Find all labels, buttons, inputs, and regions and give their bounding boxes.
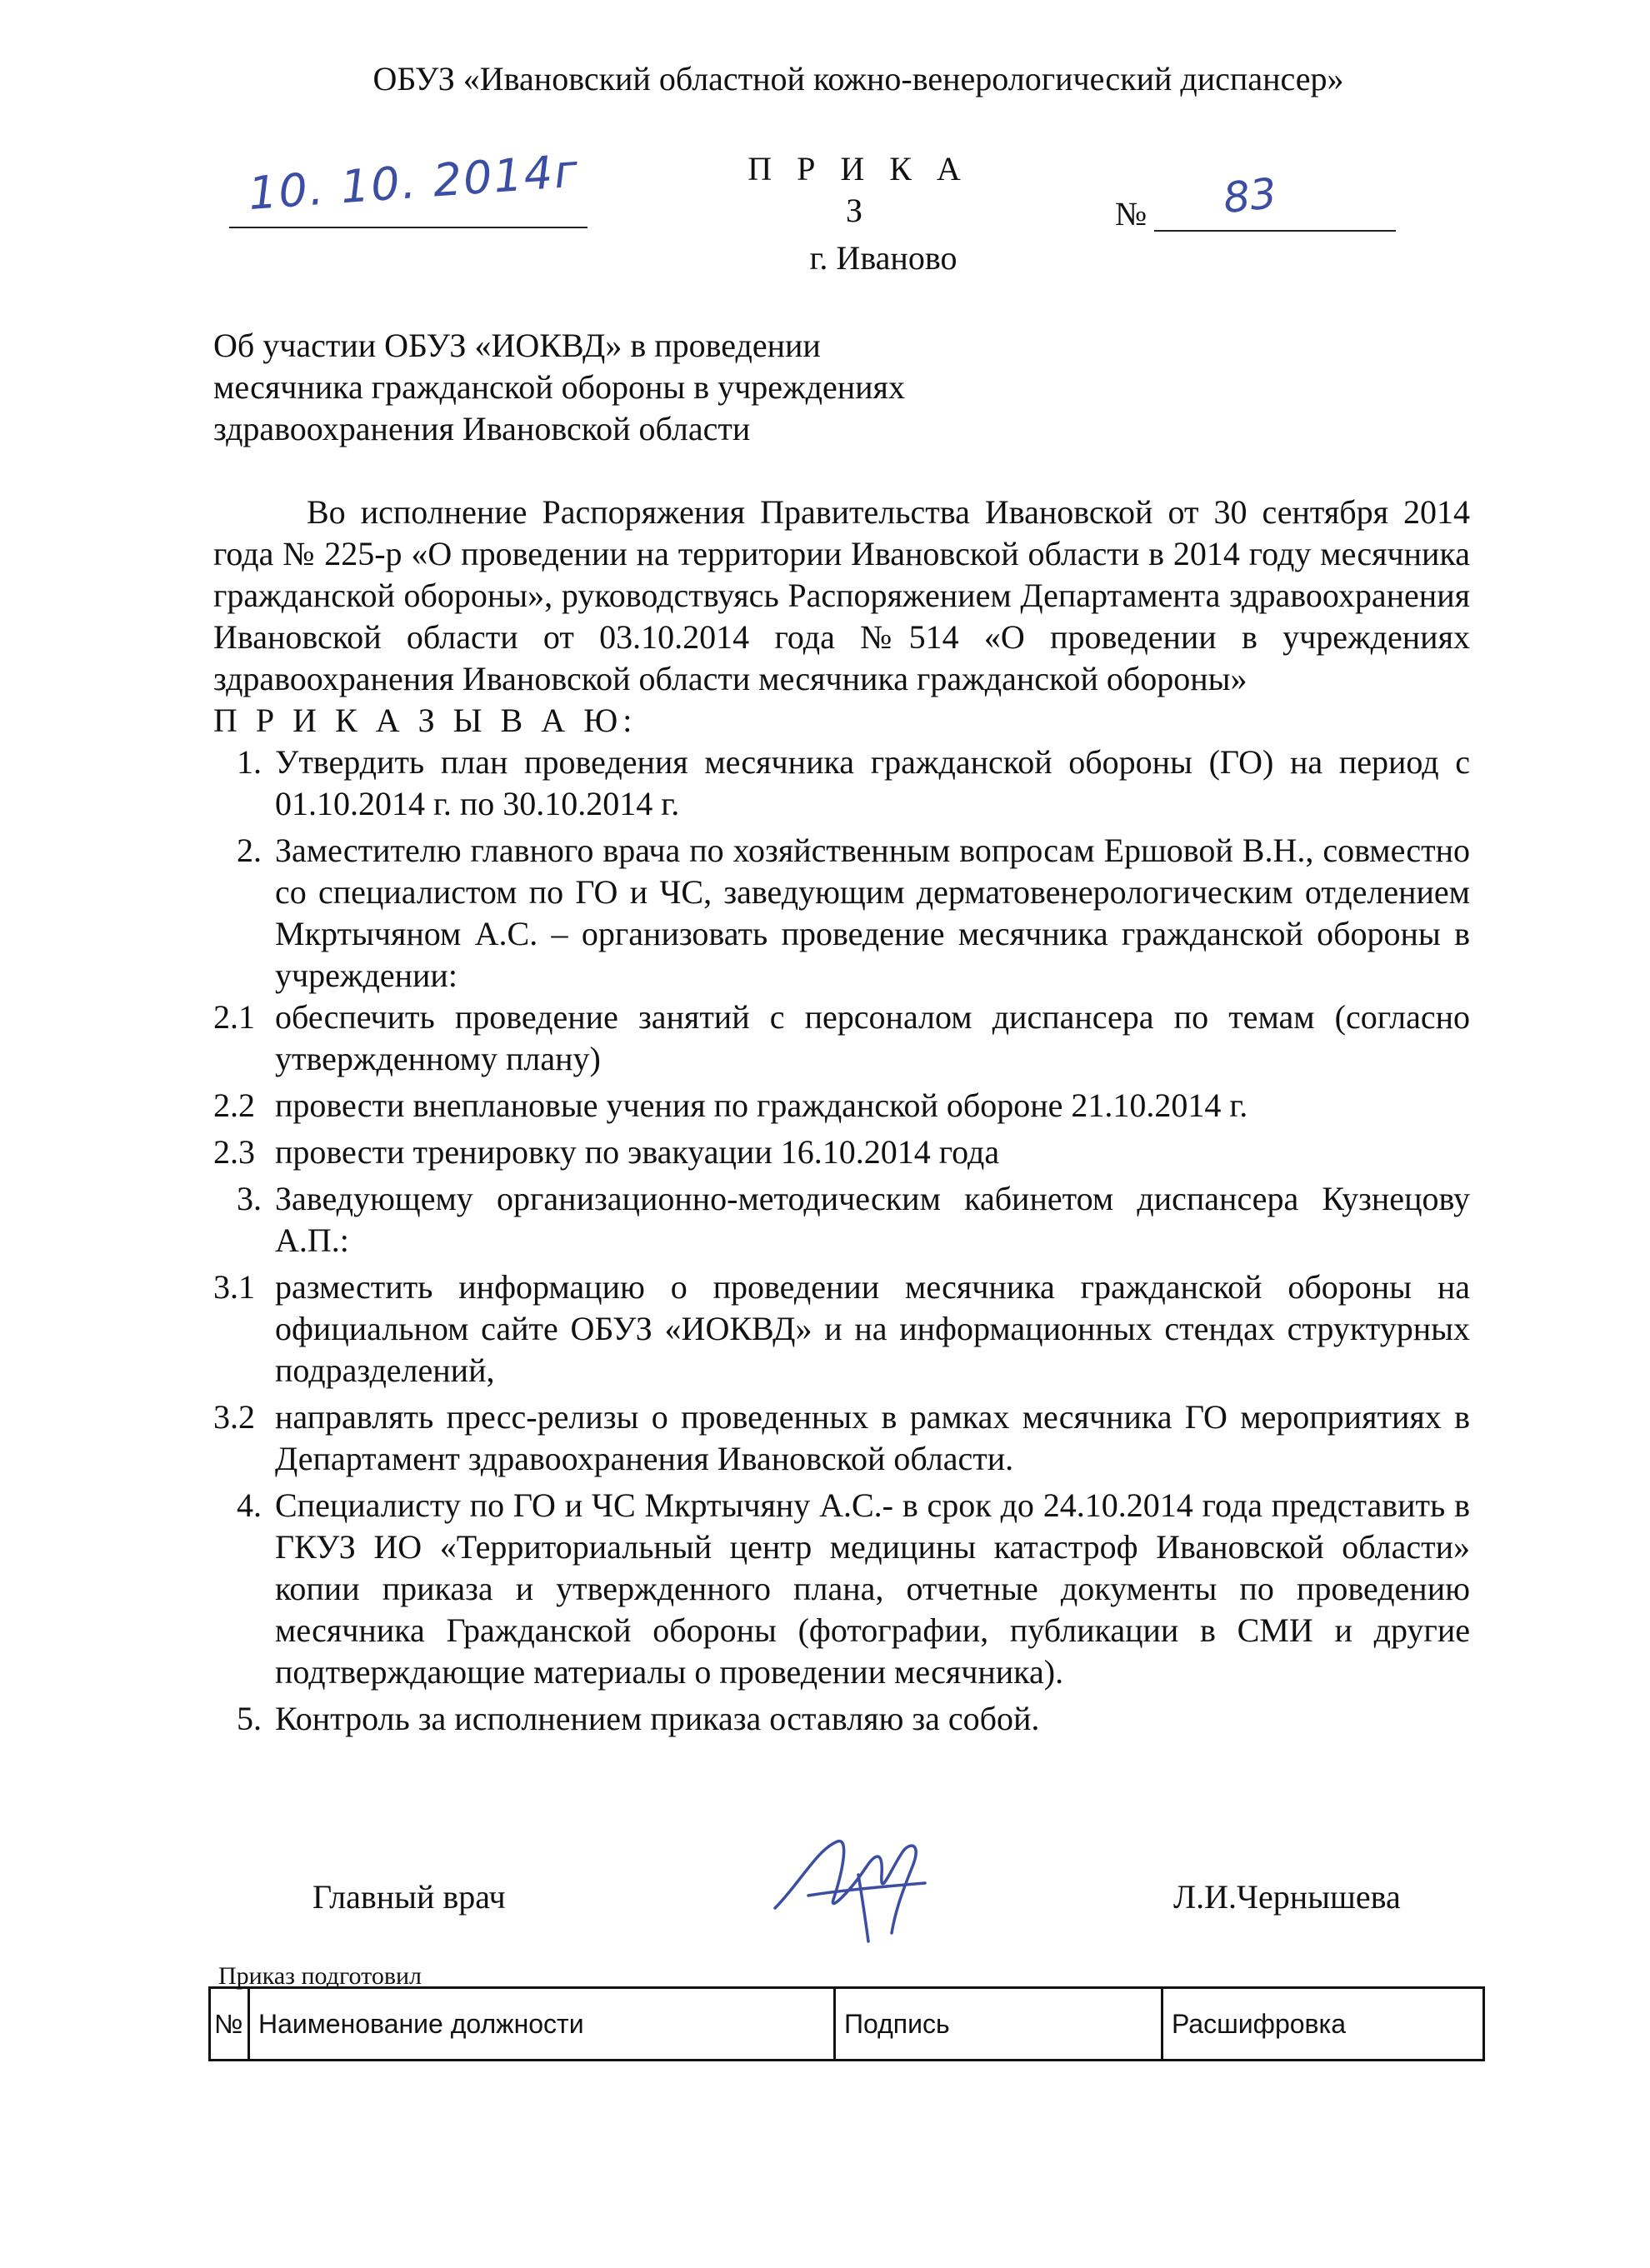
item-text: Заместителю главного врача по хозяйственным вопросам Ершовой В.Н., совместно со специалистом по ГО и ЧС, заведующим дерматовенерологическим отделением Мкртычяном А.С. – организовать проведение месячника гражданской обороны в учреждении: bbox=[275, 832, 1470, 994]
order-items bbox=[213, 742, 1470, 1740]
item-number: 2.2 bbox=[213, 1087, 255, 1124]
item-number: 5. bbox=[237, 1700, 262, 1737]
number-label: № bbox=[1115, 195, 1148, 232]
table-header-position: Наименование должности bbox=[249, 1988, 835, 2061]
list-item bbox=[213, 1266, 1470, 1391]
list-item bbox=[213, 1698, 1470, 1740]
list-item bbox=[213, 1485, 1470, 1693]
document-title: П Р И К А З bbox=[748, 150, 969, 229]
subject-line: здравоохранения Ивановской области bbox=[213, 410, 751, 447]
handwritten-date: 10. 10. 2014г bbox=[247, 144, 582, 220]
list-item bbox=[213, 742, 1470, 825]
item-number: 4. bbox=[237, 1486, 262, 1524]
signatory-title: Главный врач bbox=[312, 1878, 506, 1916]
item-number: 3. bbox=[237, 1180, 262, 1217]
item-text: Заведующему организационно-методическим кабинетом диспансера Кузнецову А.П.: bbox=[275, 1180, 1470, 1259]
handwritten-number: 83 bbox=[1221, 168, 1279, 223]
table-header-number: № bbox=[210, 1988, 249, 2061]
subject-line: месячника гражданской обороны в учреждениях bbox=[213, 368, 905, 406]
signatory-name: Л.И.Чернышева bbox=[1173, 1878, 1401, 1916]
item-text: обеспечить проведение занятий с персоналом диспансера по темам (согласно утвержденному плану) bbox=[275, 998, 1470, 1077]
order-word: П Р И К А З Ы В А Ю: bbox=[213, 702, 638, 739]
item-number: 3.2 bbox=[213, 1398, 255, 1436]
city-name: г. Иваново bbox=[809, 239, 958, 277]
item-text: Контроль за исполнением приказа оставляю за собой. bbox=[275, 1700, 1040, 1737]
item-text: Утвердить план проведения месячника гражданской обороны (ГО) на период с 01.10.2014 г. по 30.10.2014 г. bbox=[275, 743, 1470, 822]
date-underline bbox=[229, 227, 588, 228]
table-row bbox=[210, 1988, 1484, 2061]
list-item bbox=[213, 1396, 1470, 1480]
table-header-signature: Подпись bbox=[835, 1988, 1162, 2061]
prepared-by-table bbox=[208, 1986, 1485, 2061]
handwritten-signature bbox=[758, 1816, 950, 1950]
item-number: 2.3 bbox=[213, 1133, 255, 1171]
number-underline bbox=[1154, 230, 1396, 232]
list-item bbox=[213, 1132, 1470, 1173]
list-item bbox=[213, 997, 1470, 1080]
list-item bbox=[213, 1085, 1470, 1127]
preamble-paragraph: Во исполнение Распоряжения Правительства Ивановской от 30 сентября 2014 года № 225-р «О проведении на территории Ивановской области в 2014 году месячника гражданской обороны», руководствуясь Распоряжением Департамента здравоохранения Ивановской области от 03.10.2014 года №514 «О проведении в учреждениях здравоохранения Ивановской области месячника гражданской обороны» bbox=[213, 493, 1470, 697]
list-item bbox=[213, 1178, 1470, 1261]
item-number: 2. bbox=[237, 832, 262, 869]
list-item bbox=[213, 830, 1470, 997]
item-text: провести тренировку по эвакуации 16.10.2014 года bbox=[275, 1133, 1000, 1171]
table-header-decryption: Расшифровка bbox=[1162, 1988, 1484, 2061]
item-number: 2.1 bbox=[213, 998, 255, 1036]
order-body bbox=[213, 492, 1470, 1740]
item-number: 1. bbox=[237, 743, 262, 781]
organization-name: ОБУЗ «Ивановский областной кожно-венерологический диспансер» bbox=[372, 60, 1344, 97]
item-text: Специалисту по ГО и ЧС Мкртычяну А.С.- в срок до 24.10.2014 года представить в ГКУЗ ИО «Территориальный центр медицины катастроф Ивановской области» копии приказа и утвержденного плана, отчетные документы по проведению месячника Гражданской обороны (фотографии, публикации в СМИ и другие подтверждающие материалы о проведении месячника). bbox=[275, 1486, 1470, 1691]
item-text: провести внеплановые учения по гражданской обороне 21.10.2014 г. bbox=[275, 1087, 1248, 1124]
item-text: разместить информацию о проведении месячника гражданской обороны на официальном сайте ОБУЗ «ИОКВД» и на информационных стендах структурных подразделений, bbox=[275, 1268, 1470, 1389]
item-text: направлять пресс-релизы о проведенных в рамках месячника ГО мероприятиях в Департамент здравоохранения Ивановской области. bbox=[275, 1398, 1470, 1477]
subject-line: Об участии ОБУЗ «ИОКВД» в проведении bbox=[213, 327, 821, 364]
item-number: 3.1 bbox=[213, 1268, 255, 1306]
prepared-by-label: Приказ подготовил bbox=[218, 1962, 422, 1990]
order-subject bbox=[213, 325, 1047, 450]
